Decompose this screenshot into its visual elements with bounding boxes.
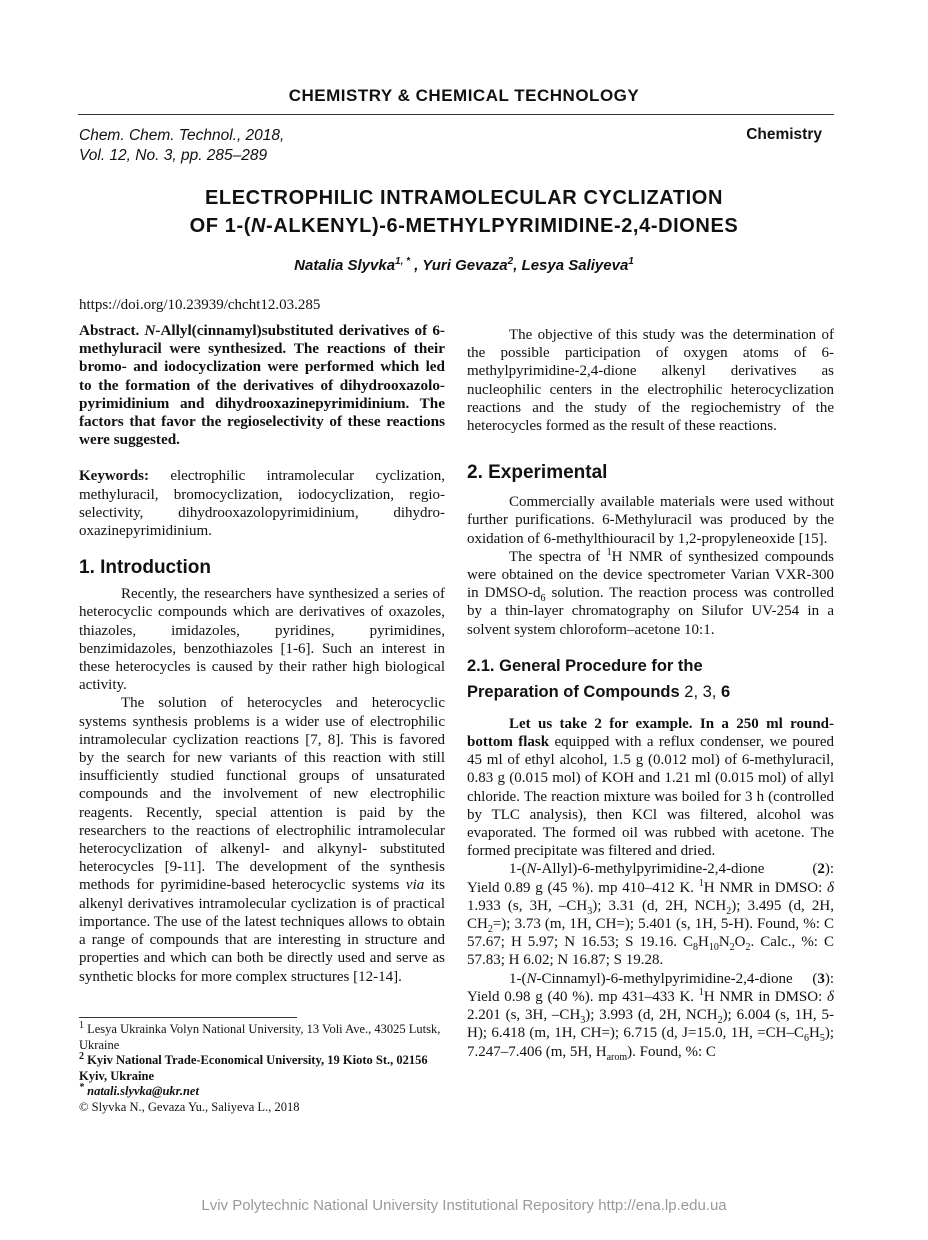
c3-name-b: -Cinnamyl)-6-methylpyrimidine-2,4-dione [536, 970, 793, 987]
experimental-paragraph-1: Commercially available materials were used without further purifications. 6-Methyluracil was produced by the oxidation of 6-methylthiouracil by 1,2-propyleneoxide [15]. [467, 494, 834, 547]
gp-c: equipped with a reflux condenser, we poured 45 ml of ethyl alcohol, 1.5 g (0.012 mol) of 6-methyluracil, 0.83 g (0.015 mol) of KOH and 1.21 ml (0.015 mol) of allyl chloride. The reaction mixture was boiled for 3 h (controlled by TLC analysis), then KCl was filtered, alcohol was evaporated. The formed oil was rubbed with acetone. The formed precipitate was filtered and dried. [467, 734, 834, 860]
author-sep-1: , [410, 257, 423, 274]
general-heading-pre: Preparation of Compounds [467, 682, 685, 701]
keywords-text: electrophilic intramolecular cyclization, methyluracil, bromocyclization, iodocyclization, regio-selectivity, dihydrooxazolopyrimidinium, dihydro-oxazinepyrimidinium. [79, 468, 445, 540]
general-procedure-paragraph [467, 715, 834, 861]
c3-t7: ); 7.247–7.406 (m, 5H, H [467, 1025, 834, 1060]
c2-name-a: 1-( [509, 861, 527, 878]
exp-p2-c: solution. The reaction process was controlled by a thin-layer chromatography on Silufor UV-254 in a solvent system chloroform–acetone 10:1. [467, 585, 834, 638]
title-line-2 [0, 212, 928, 240]
objective-paragraph: The objective of this study was the determination of the possible participation of oxygen atoms of 6-methylpyrimidine-2,4-dione alkenyl derivatives as nucleophilic centers in the electrophilic heterocyclization reactions and the study of the regiochemistry of the heterocycles formed as the result of these reactions. [467, 327, 834, 435]
right-column [467, 326, 834, 1061]
abstract-label: Abstract. [79, 322, 140, 339]
compound-3-data: 1-(N-Cinnamyl)-6-methylpyrimidine-2,4-dione (3): Yield 0.98 g (40 %). mp 431–433 K. $^1$H NMR in DMSO: δ 2.201 (s, 3H, $-CH_3$); 3.993 (d, 2H, $NCH_2$); 6.004 (s, 1H, 5-H); 6.418 (m, 1H, CH=); 6.715 (d, J=15.0, 1H, $=CH-C_6H_5$); 7.247–7.406 (m, 5H, $H_{arom}$). Found, %: C [467, 970, 834, 1063]
footnote-2 [79, 1050, 449, 1084]
left-column [79, 322, 445, 986]
keywords [79, 467, 445, 540]
c2-fh-sub: 10 [708, 942, 719, 954]
general-heading-six: 6 [720, 682, 731, 701]
c3-t1-sup: 1 [698, 986, 704, 998]
author-2: Yuri Gevaza [422, 257, 508, 274]
c3-t8: ). Found, %: C [627, 1043, 716, 1060]
c3-name-a: 1-( [509, 970, 527, 987]
c3-delta: δ [827, 988, 834, 1005]
c2-t7: . Calc., %: C 57.83; H 6.02; N 16.87; S 19.28. [467, 934, 835, 969]
intro-paragraph-1: Recently, the researchers have synthesized a series of heterocyclic compounds which are derivatives of oxazoles, thiazoles, imidazoles, pyridines, pyrimidines, benzimidazoles, benzothiazoles [1-6]. Such an interest in these heterocycles is caused by their rather high biological activity. [79, 586, 445, 694]
title-line-1: ELECTROPHILIC INTRAMOLECULAR CYCLIZATION [204, 187, 724, 209]
footnote-2-text: Kyiv National Trade-Economical University, 19 Kioto St., 02156 Kyiv, Ukraine [79, 1053, 428, 1083]
c3-t6: H [808, 1025, 820, 1042]
footnotes [79, 1019, 449, 1115]
c2-t6: =); 3.73 (m, 1H, CH=); 5.401 (s, 1H, 5-H). Found, %: C 57.67; H 5.97; N 16.53; S 19.16. C [467, 916, 834, 951]
c3-t2: H NMR in DMSO: [703, 988, 828, 1005]
footnote-3-mark: * [79, 1081, 84, 1093]
intro-heading: 1. Introduction [79, 557, 211, 579]
c3-num: 3 [817, 970, 825, 987]
c2-name-n: N [526, 861, 537, 878]
c3-t3-sub: 3 [580, 1015, 586, 1027]
c2-fc: 8 [692, 942, 698, 954]
c2-fn-sub: 2 [729, 942, 735, 954]
footnote-3 [79, 1081, 449, 1100]
c2-t2: H NMR in DMSO: [703, 879, 828, 896]
c2-t3-sub: 3 [587, 905, 593, 917]
footnote-2-mark: 2 [79, 1050, 84, 1062]
c3-t6-sub: 5 [819, 1033, 825, 1045]
c3-t5-sub: 6 [803, 1033, 809, 1045]
abstract-text: -Allyl(cinnamyl)substituted derivatives of 6-methyluracil were synthesized. The reactions of their bromo- and iodocyclization were performed which led to the formation of the derivatives of dihydrooxazolo-pyrimidinium and dihydrooxazinepyrimidinium. The factors that favor the regioselectivity of these reactions were suggested. [79, 322, 445, 449]
intro-p2-via: via [405, 877, 425, 894]
citation-line-1: Chem. Chem. Technol., 2018, [79, 127, 285, 144]
c2-fn: N [718, 934, 730, 951]
c3-name-n: N [526, 970, 537, 987]
footnote-divider [79, 1017, 297, 1018]
author-2-affil: 2 [507, 256, 514, 267]
author-1: Natalia Slyvka [294, 257, 396, 274]
abstract-n: N [144, 322, 156, 339]
footnote-1-mark: 1 [79, 1019, 84, 1031]
exp-p2-sub: 6 [540, 593, 546, 605]
general-heading-line-2 [467, 679, 834, 705]
c2-num: 2 [817, 861, 825, 878]
c2-t5-sub: 2 [487, 924, 493, 936]
doi-link[interactable]: https://doi.org/10.23939/chcht12.03.285 [79, 297, 321, 313]
author-list [0, 257, 928, 274]
c2-name-b: -Allyl)-6-methylpyrimidine-2,4-dione [536, 861, 765, 878]
intro-paragraph-2 [79, 694, 445, 985]
intro-p2-a: The solution of heterocycles and heterocyclic systems synthesis problems is a wider use of electrophilic intramolecular cyclization reactions [7, 8]. This is favored by the search for new variants of this reaction with still insufficiently studied functional groups of unsaturated compounds and the involvement of new electrophilic reagents. Recently, special attention is paid by the researchers to the reactions of electrophilic intramolecular heterocyclization of alkenyl- and alkynyl- substituted heterocycles [9-11]. The development of the synthesis methods for pyrimidine-based heterocyclic systems [79, 695, 445, 894]
footnote-1-text: Lesya Ukrainka Volyn National University, 13 Voli Ave., 43025 Lutsk, Ukraine [79, 1022, 441, 1052]
c3-t5: ); 6.004 (s, 1H, 5-H); 6.418 (m, 1H, CH=); 6.715 (d, J=15.0, 1H, =CH–C [467, 1007, 834, 1042]
general-heading-line-1: 2.1. General Procedure for the [467, 656, 703, 675]
journal-name: CHEMISTRY & CHEMICAL TECHNOLOGY [288, 86, 640, 105]
gp-b: for example. In a 250 ml round-bottom flask [467, 715, 834, 751]
author-sep-2: , [513, 257, 522, 274]
c2-t1-sup: 1 [698, 877, 704, 889]
author-1-affil: 1, * [395, 256, 411, 267]
keywords-label: Keywords: [79, 468, 149, 485]
copyright: © Slyvka N., Gevaza Yu., Saliyeva L., 2018 [79, 1099, 300, 1114]
c3-t4-sub: 2 [717, 1015, 723, 1027]
c3-t1: Yield 0.98 g (40 %). mp 431–433 K. [467, 988, 699, 1005]
exp-p2-b: H NMR of synthesized compounds were obtained on the device spectrometer Varian VXR-300 in DMSO-d [467, 548, 834, 602]
c3-t7-sub: arom [606, 1051, 628, 1063]
c2-t1: Yield 0.89 g (45 %). mp 410–412 K. [467, 879, 699, 896]
c3-t4: ); 3.993 (d, 2H, NCH [585, 1007, 718, 1024]
citation-line-2: Vol. 12, No. 3, pp. 285–289 [79, 147, 268, 164]
gp-a: Let us take [509, 715, 595, 732]
c2-fh: H [697, 934, 709, 951]
c2-delta: δ [827, 879, 834, 896]
c2-t5: ); 3.495 (d, 2H, CH [467, 897, 834, 933]
title-line-2-pre: OF 1-( [189, 215, 251, 237]
general-procedure-heading [467, 653, 834, 705]
compound-2-data: 1-(N-Allyl)-6-methylpyrimidine-2,4-dione (2): Yield 0.89 g (45 %). mp 410–412 K. $^1$H NMR in DMSO: δ 1.933 (s, 3H, $-CH_3$); 3.31 (d, 2H, $NCH_2$); 3.495 (d, 2H, $CH_2=$); 3.73 (m, 1H, CH=); 5.401 (s, 1H, 5-H). Found, %: C 57.67; H 5.97; N 16.53; S 19.16. $C_8H_{10}N_2O_2$. Calc., %: C 57.83; H 6.02; N 16.87; S 19.28. [467, 861, 835, 969]
c2-t4-sub: 2 [726, 905, 732, 917]
abstract [79, 322, 445, 449]
experimental-paragraph-2 [467, 548, 834, 639]
exp-p2-a: The spectra of [509, 548, 607, 565]
experimental-heading: 2. Experimental [467, 462, 608, 484]
c3-t3: 2.201 (s, 3H, –CH [467, 1007, 581, 1024]
general-heading-compounds: 2, 3, [684, 682, 721, 701]
corresponding-email[interactable]: natali.slyvka@ukr.net [84, 1084, 199, 1098]
author-3-affil: 1 [628, 256, 634, 267]
exp-p2-sup: 1 [606, 546, 612, 558]
header-divider [78, 114, 834, 115]
gp-two: 2 [594, 715, 602, 732]
article-title [0, 184, 928, 240]
footnote-1 [79, 1019, 449, 1053]
title-line-2-post: -ALKENYL)-6-METHYLPYRIMIDINE-2,4-DIONES [266, 215, 739, 237]
section-label: Chemistry [746, 126, 822, 143]
citation [79, 126, 284, 166]
title-line-2-italic: N [251, 215, 267, 237]
c2-fo-sub: 2 [745, 942, 751, 954]
intro-p2-b: its alkenyl derivatives intramolecular cyclization is of practical importance. The use of the latest techniques allows to obtain a range of compounds that are interesting in structure and properties and which can both be directly used and serve as synthetic blocks for more complex structures [12-14]. [79, 877, 445, 985]
c2-t3: 1.933 (s, 3H, –CH [467, 897, 588, 914]
c2-t4: ); 3.31 (d, 2H, NCH [592, 897, 727, 914]
c2-fo: O [734, 934, 746, 951]
repository-footer: Lviv Polytechnic National University Institutional Repository http://ena.lp.edu.ua [201, 1197, 727, 1214]
author-3: Lesya Saliyeva [521, 257, 629, 274]
